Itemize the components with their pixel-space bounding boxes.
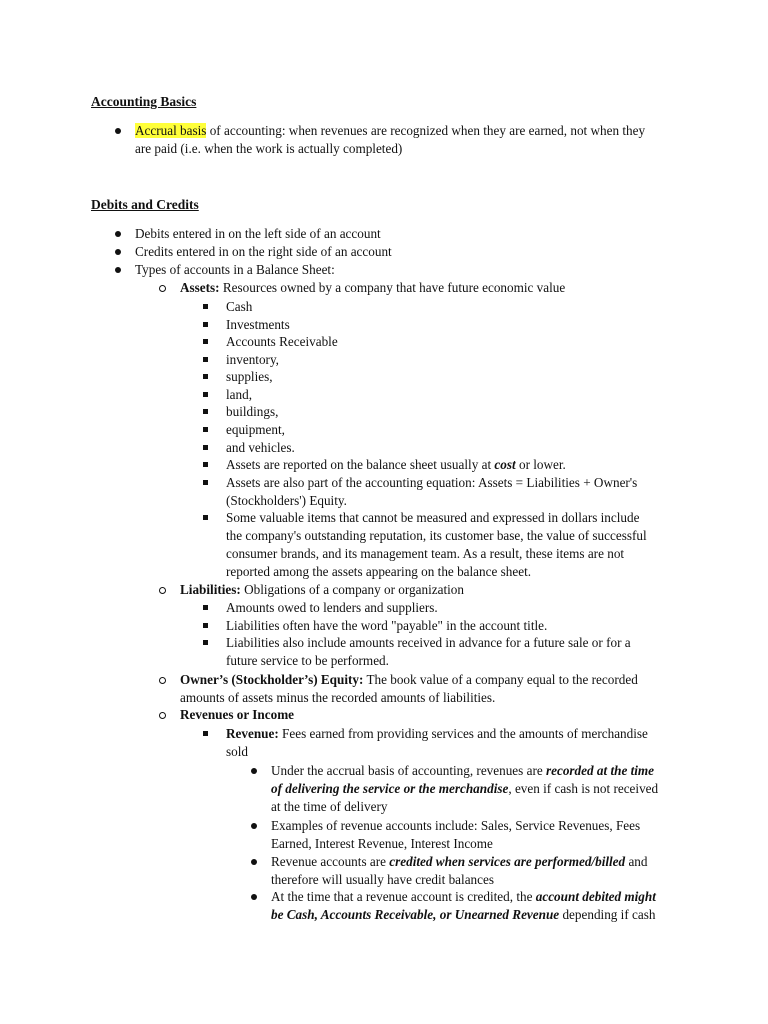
bullet-circle-icon <box>159 712 166 719</box>
bullet-disc-icon <box>115 231 121 237</box>
credits-item: Credits entered in on the right side of an account <box>135 244 392 259</box>
bullet-disc-icon <box>251 823 257 829</box>
asset-item: and vehicles. <box>226 440 295 455</box>
bullet-square-icon <box>203 640 208 645</box>
revenue-accrual-line-3: at the time of delivery <box>271 799 388 814</box>
asset-valuable-line: reported among the assets appearing on the balance sheet. <box>226 564 532 579</box>
revenue-examples-line-2: Earned, Interest Revenue, Interest Income <box>271 836 493 851</box>
bullet-square-icon <box>203 427 208 432</box>
revenue-debited-line-1: At the time that a revenue account is credited, the account debited might <box>271 889 656 904</box>
equity-item-continued: amounts of assets minus the recorded amounts of liabilities. <box>180 690 496 705</box>
accrual-line-1: Accrual basis of accounting: when revenues are recognized when they are earned, not when they <box>135 123 646 138</box>
bullet-circle-icon <box>159 587 166 594</box>
asset-valuable-line: the company's outstanding reputation, its customer base, the value of successful <box>226 528 647 543</box>
bullet-square-icon <box>203 357 208 362</box>
liability-item: Liabilities often have the word "payable" in the account title. <box>226 618 548 633</box>
liability-item: Amounts owed to lenders and suppliers. <box>226 600 438 615</box>
heading-debits-credits: Debits and Credits <box>91 197 199 212</box>
revenue-accrual-line-1: Under the accrual basis of accounting, revenues are recorded at the time <box>271 763 655 778</box>
revenue-credited-line-2: therefore will usually have credit balances <box>271 872 494 887</box>
bullet-square-icon <box>203 392 208 397</box>
liability-item: Liabilities also include amounts received in advance for a future sale or for a <box>226 635 631 650</box>
asset-equation-line-2: (Stockholders') Equity. <box>226 493 347 508</box>
asset-item: inventory, <box>226 352 279 367</box>
asset-cost-item: Assets are reported on the balance sheet usually at cost or lower. <box>226 457 566 472</box>
bullet-square-icon <box>203 409 208 414</box>
bullet-square-icon <box>203 462 208 467</box>
bullet-square-icon <box>203 339 208 344</box>
asset-item: Investments <box>226 317 290 332</box>
asset-valuable-line: consumer brands, and its management team. As a result, these items are not <box>226 546 625 561</box>
bullet-square-icon <box>203 605 208 610</box>
debits-item: Debits entered in on the left side of an account <box>135 226 381 241</box>
bullet-square-icon <box>203 322 208 327</box>
asset-item: Cash <box>226 299 253 314</box>
liability-item-continued: future service to be performed. <box>226 653 389 668</box>
equity-item: Owner’s (Stockholder’s) Equity: The book value of a company equal to the recorded <box>180 672 638 687</box>
bullet-square-icon <box>203 623 208 628</box>
bullet-circle-icon <box>159 285 166 292</box>
bullet-square-icon <box>203 374 208 379</box>
revenue-item: Revenue: Fees earned from providing services and the amounts of merchandise <box>226 726 648 741</box>
revenue-accrual-line-2: of delivering the service or the merchandise, even if cash is not received <box>271 781 659 796</box>
asset-equation-line-1: Assets are also part of the accounting equation: Assets = Liabilities + Owner's <box>226 475 638 490</box>
revenues-item: Revenues or Income <box>180 707 295 722</box>
bullet-circle-icon <box>159 677 166 684</box>
asset-item: buildings, <box>226 404 279 419</box>
bullet-disc-icon <box>251 859 257 865</box>
revenue-credited-line-1: Revenue accounts are credited when services are performed/billed and <box>271 854 648 869</box>
bullet-square-icon <box>203 480 208 485</box>
bullet-disc-icon <box>251 894 257 900</box>
highlighted-term: Accrual basis <box>135 123 207 138</box>
liabilities-item: Liabilities: Obligations of a company or organization <box>180 582 464 597</box>
bullet-disc-icon <box>115 249 121 255</box>
assets-item: Assets: Resources owned by a company that have future economic value <box>180 280 566 295</box>
bullet-square-icon <box>203 515 208 520</box>
accrual-line-2: are paid (i.e. when the work is actually completed) <box>135 141 403 156</box>
bullet-disc-icon <box>115 267 121 273</box>
revenue-item-continued: sold <box>226 744 248 759</box>
asset-valuable-line: Some valuable items that cannot be measured and expressed in dollars include <box>226 510 640 525</box>
types-item: Types of accounts in a Balance Sheet: <box>135 262 335 277</box>
bullet-disc-icon <box>115 128 121 134</box>
bullet-square-icon <box>203 445 208 450</box>
bullet-square-icon <box>203 304 208 309</box>
heading-accounting-basics: Accounting Basics <box>91 94 197 109</box>
asset-item: Accounts Receivable <box>226 334 338 349</box>
bullet-disc-icon <box>251 768 257 774</box>
bullet-square-icon <box>203 731 208 736</box>
asset-item: supplies, <box>226 369 273 384</box>
asset-item: land, <box>226 387 253 402</box>
revenue-debited-line-2: be Cash, Accounts Receivable, or Unearned Revenue depending if cash <box>271 907 656 922</box>
asset-item: equipment, <box>226 422 285 437</box>
revenue-examples-line-1: Examples of revenue accounts include: Sales, Service Revenues, Fees <box>271 818 641 833</box>
